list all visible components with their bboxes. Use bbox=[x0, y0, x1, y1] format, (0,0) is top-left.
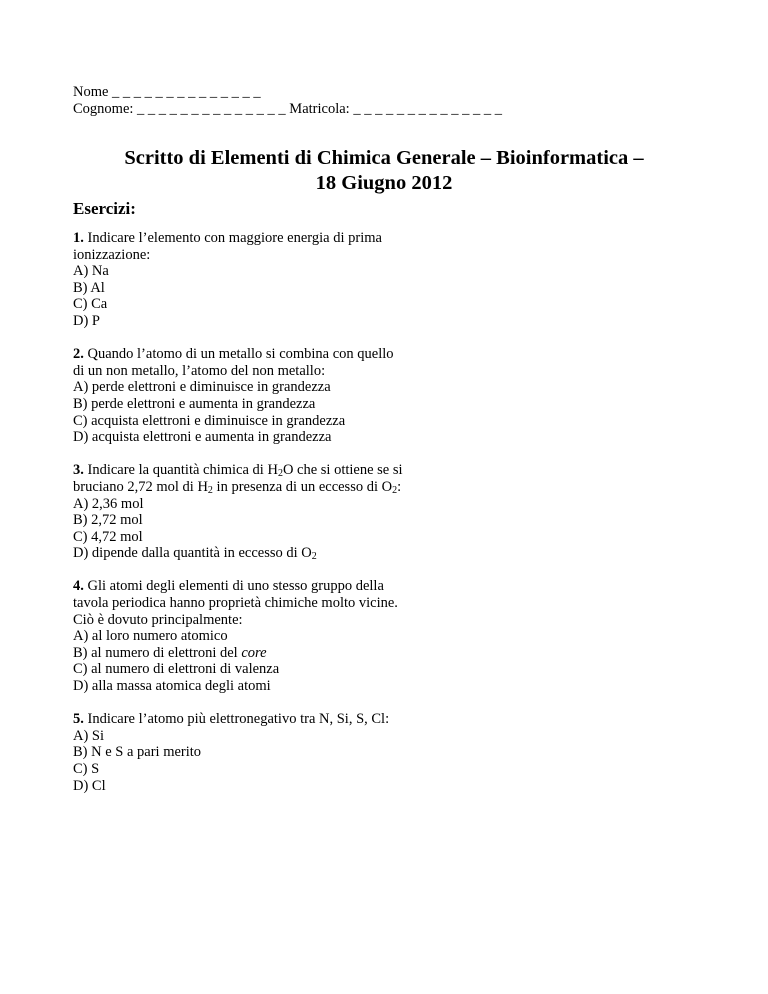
nome-line: Nome _ _ _ _ _ _ _ _ _ _ _ _ _ _ bbox=[73, 84, 261, 100]
option-b-text: B) al numero di elettroni del bbox=[73, 644, 242, 661]
option-d: D) alla massa atomica degli atomi bbox=[73, 678, 271, 695]
question-prompt: Indicare l’atomo più elettronegativo tra N, Si, S, Cl: bbox=[83, 711, 390, 728]
question-number: 3. bbox=[73, 462, 84, 479]
question-2 bbox=[73, 346, 403, 446]
option-b: B) perde elettroni e aumenta in grandezza bbox=[73, 395, 316, 412]
exam-title-line-2: 18 Giugno 2012 bbox=[315, 172, 453, 194]
option-d bbox=[73, 545, 403, 562]
subscript: 2 bbox=[207, 484, 213, 496]
question-prompt: Gli atomi degli elementi di uno stesso gruppo della tavola periodica hanno proprietà chimiche molto vicine. Ciò è dovuto principalmente: bbox=[73, 578, 398, 628]
question-2-text bbox=[73, 346, 403, 379]
question-number: 4. bbox=[73, 578, 84, 595]
exam-title bbox=[60, 146, 708, 196]
question-5 bbox=[73, 711, 403, 794]
option-d-text: D) dipende dalla quantità in eccesso di O bbox=[73, 545, 312, 562]
option-a: A) al loro numero atomico bbox=[73, 628, 228, 645]
student-info-header bbox=[73, 84, 502, 118]
question-4 bbox=[73, 578, 403, 694]
cognome-field: Cognome: _ _ _ _ _ _ _ _ _ _ _ _ _ _ bbox=[73, 101, 286, 117]
option-b: B) 2,72 mol bbox=[73, 512, 143, 529]
prompt-part: in presenza di un eccesso di O bbox=[212, 478, 393, 495]
section-heading: Esercizi: bbox=[73, 199, 136, 218]
question-5-text bbox=[73, 711, 403, 728]
option-a: A) Na bbox=[73, 263, 109, 280]
question-prompt: Indicare l’elemento con maggiore energia di prima ionizzazione: bbox=[73, 230, 382, 263]
exam-title-line-1: Scritto di Elementi di Chimica Generale – Bioinformatica – bbox=[124, 147, 644, 169]
option-b bbox=[73, 645, 403, 662]
subscript: 2 bbox=[311, 551, 317, 563]
matricola-field: Matricola: _ _ _ _ _ _ _ _ _ _ _ _ _ _ bbox=[289, 101, 502, 117]
option-b: B) N e S a pari merito bbox=[73, 744, 202, 761]
option-c: C) acquista elettroni e diminuisce in grandezza bbox=[73, 412, 346, 429]
subscript: 2 bbox=[277, 468, 283, 480]
option-c: C) 4,72 mol bbox=[73, 528, 143, 545]
prompt-part: Indicare la quantità chimica di H bbox=[83, 462, 278, 479]
question-1 bbox=[73, 230, 403, 330]
exercise-list bbox=[73, 230, 403, 811]
subscript: 2 bbox=[392, 484, 398, 496]
question-3 bbox=[73, 462, 403, 562]
question-1-text bbox=[73, 230, 403, 263]
option-d: D) Cl bbox=[73, 777, 106, 794]
question-number: 5. bbox=[73, 711, 84, 728]
option-c: C) S bbox=[73, 761, 100, 777]
option-d: D) P bbox=[73, 312, 100, 329]
prompt-part: O che si ottiene se si bruciano 2,72 mol di H bbox=[73, 462, 403, 495]
question-3-text bbox=[73, 462, 403, 495]
question-prompt: Quando l’atomo di un metallo si combina con quello di un non metallo, l’atomo del non metallo: bbox=[73, 346, 394, 379]
option-b-italic: core bbox=[241, 644, 267, 661]
option-c: C) al numero di elettroni di valenza bbox=[73, 661, 280, 678]
option-a: A) 2,36 mol bbox=[73, 495, 144, 512]
question-number: 1. bbox=[73, 230, 84, 246]
cognome-matricola-line bbox=[73, 101, 502, 118]
option-c: C) Ca bbox=[73, 296, 108, 313]
option-a: A) perde elettroni e diminuisce in grandezza bbox=[73, 379, 331, 396]
option-b: B) Al bbox=[73, 279, 105, 296]
option-d: D) acquista elettroni e aumenta in grandezza bbox=[73, 429, 332, 446]
prompt-part: : bbox=[397, 478, 402, 495]
question-4-text bbox=[73, 578, 403, 628]
question-number: 2. bbox=[73, 346, 84, 363]
option-a: A) Si bbox=[73, 727, 105, 744]
